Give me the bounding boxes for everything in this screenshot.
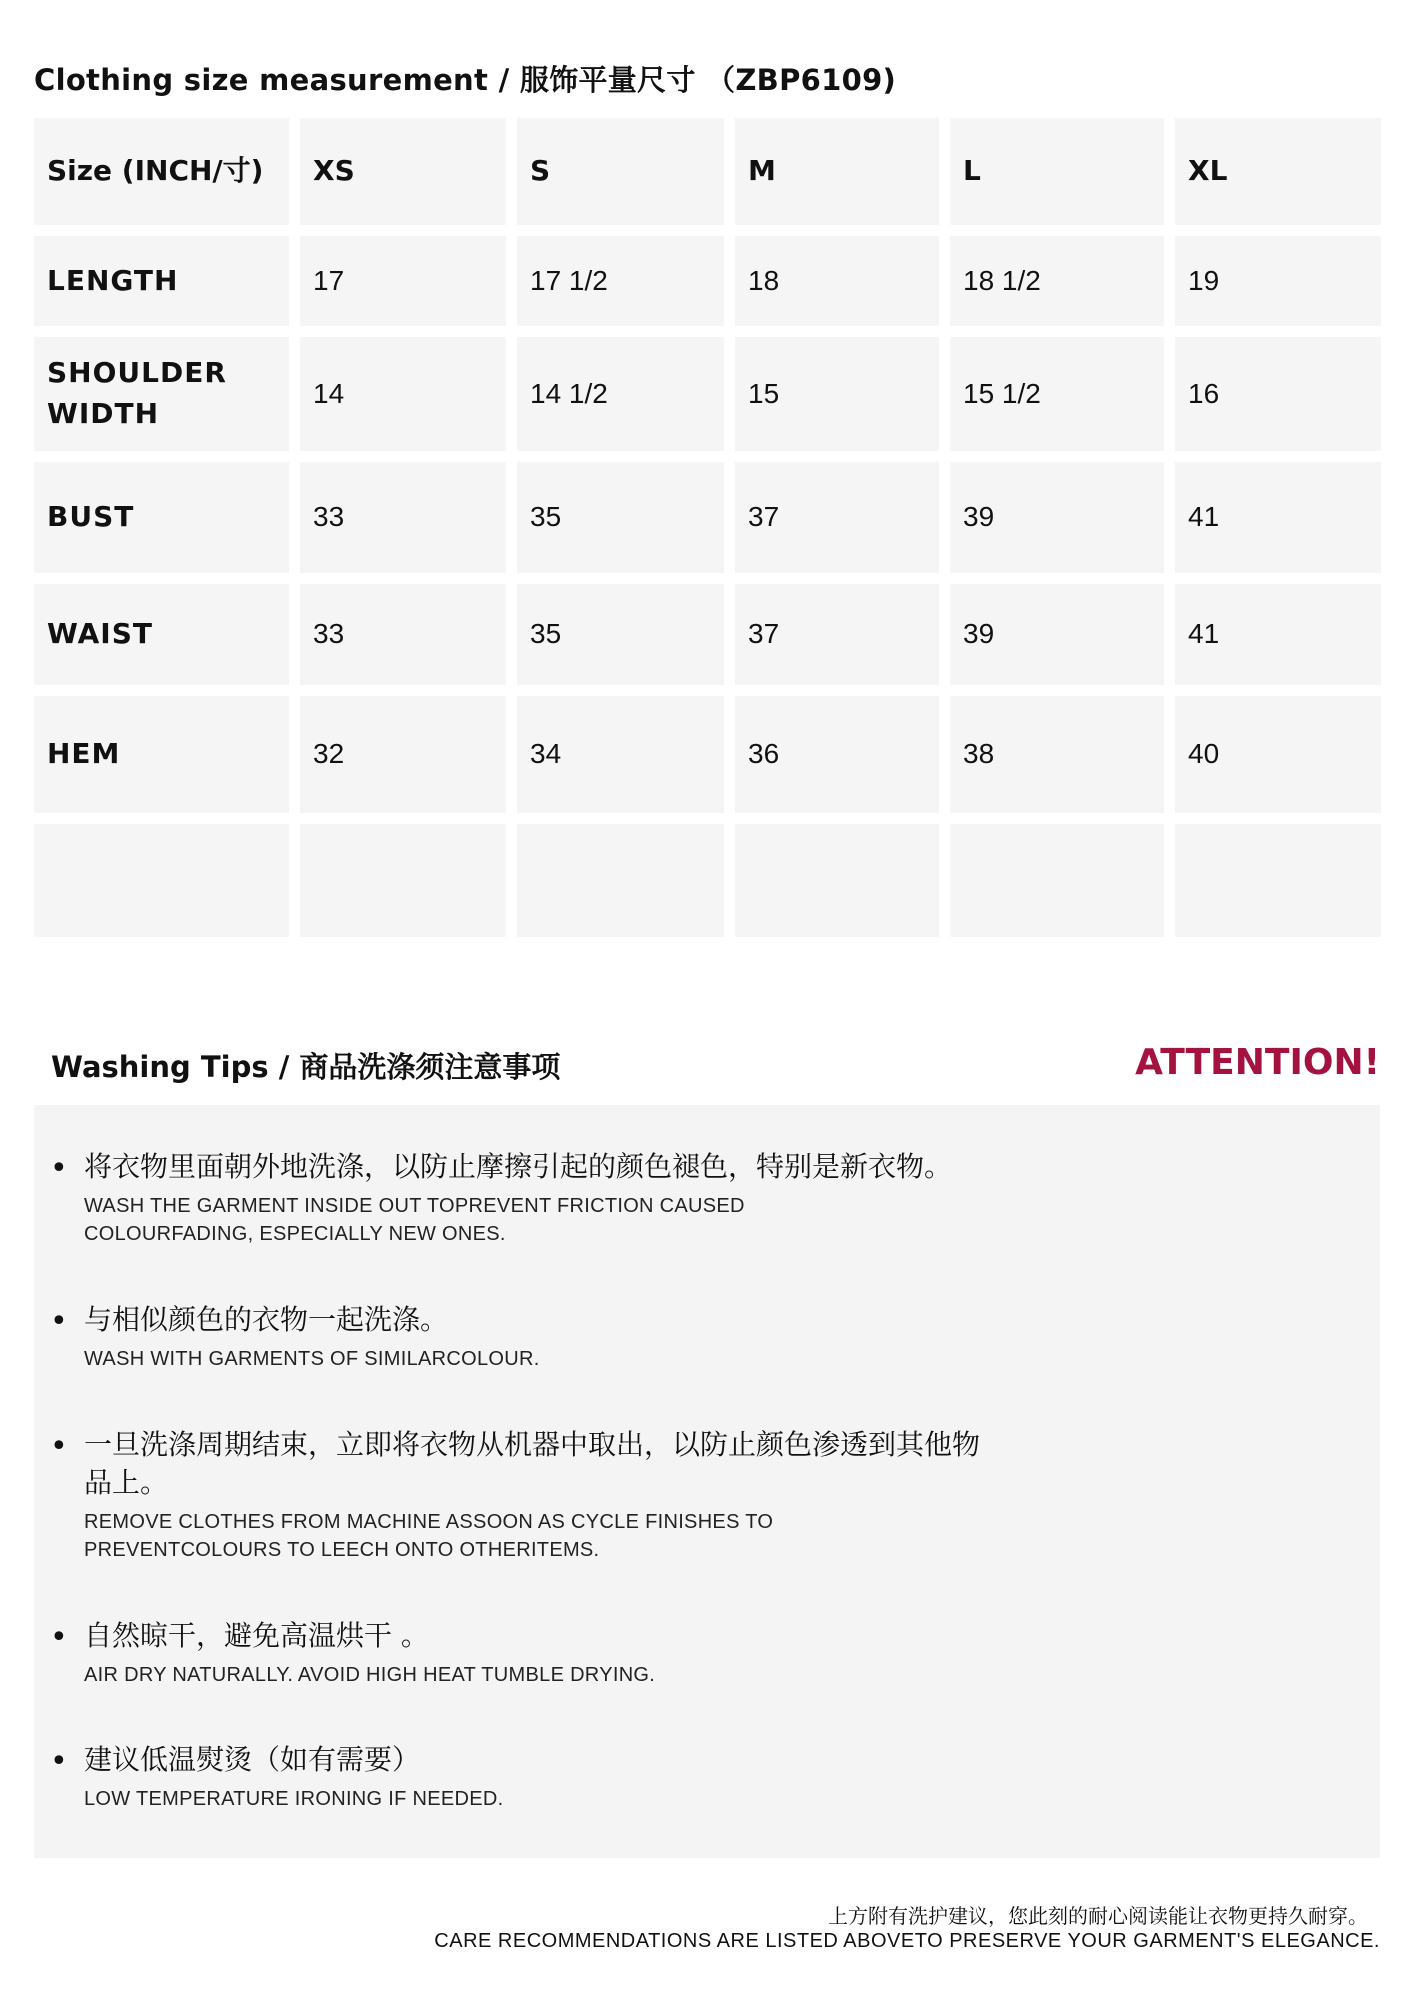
washing-tip [34, 1148, 1380, 1248]
bust-xl: 41 [1175, 462, 1381, 573]
bust-s: 35 [517, 462, 724, 573]
tip-text-cn: 与相似颜色的衣物一起洗涤。 [84, 1303, 449, 1336]
empty-cell [950, 824, 1164, 937]
tip-text-en: WASH THE GARMENT INSIDE OUT TOPREVENT FRICTION CAUSED COLOURFADING, ESPECIALLY NEW ONES. [84, 1195, 745, 1245]
tip-text-en: LOW TEMPERATURE IRONING IF NEEDED. [84, 1788, 504, 1810]
waist-xs: 33 [300, 584, 506, 685]
hem-xl: 40 [1175, 696, 1381, 813]
shoulder-width-xl: 16 [1175, 337, 1381, 451]
length-s: 17 1/2 [517, 236, 724, 326]
attention-label: ATTENTION! [1135, 1042, 1380, 1083]
shoulder-width-m: 15 [735, 337, 939, 451]
waist-xl: 41 [1175, 584, 1381, 685]
washing-tips-panel [34, 1105, 1380, 1858]
waist-m: 37 [735, 584, 939, 685]
length-xs: 17 [300, 236, 506, 326]
size-table [34, 118, 1380, 940]
washing-tip [34, 1426, 1380, 1564]
empty-row-label [34, 824, 289, 937]
empty-cell [1175, 824, 1381, 937]
row-label-bust: BUST [34, 462, 289, 573]
row-label-length: LENGTH [34, 236, 289, 326]
row-label-hem: HEM [34, 696, 289, 813]
tip-text-en: REMOVE CLOTHES FROM MACHINE ASSOON AS CYCLE FINISHES TO PREVENTCOLOURS TO LEECH ONTO OTHERITEMS. [84, 1511, 774, 1561]
row-label-shoulder-width: SHOULDER WIDTH [34, 337, 289, 451]
washing-tip [34, 1617, 1380, 1689]
header-size-m: M [735, 118, 939, 225]
length-m: 18 [735, 236, 939, 326]
footer-note-en: CARE RECOMMENDATIONS ARE LISTED ABOVETO PRESERVE YOUR GARMENT'S ELEGANCE. [434, 1930, 1380, 1952]
bullet-dot-icon: • [50, 1620, 68, 1655]
washing-tip [34, 1741, 1380, 1813]
bust-m: 37 [735, 462, 939, 573]
tip-text-en: AIR DRY NATURALLY. AVOID HIGH HEAT TUMBLE DRYING. [84, 1664, 656, 1686]
bullet-dot-icon: • [50, 1744, 68, 1779]
length-xl: 19 [1175, 236, 1381, 326]
size-chart-title: Clothing size measurement / 服饰平量尺寸 （ZBP6109) [34, 63, 897, 97]
shoulder-width-l: 15 1/2 [950, 337, 1164, 451]
tip-text-cn: 将衣物里面朝外地洗涤，以防止摩擦引起的颜色褪色，特别是新衣物。 [84, 1150, 953, 1183]
header-size-xl: XL [1175, 118, 1381, 225]
tip-text-en: WASH WITH GARMENTS OF SIMILARCOLOUR. [84, 1348, 540, 1370]
shoulder-width-xs: 14 [300, 337, 506, 451]
tip-text-cn: 自然晾干，避免高温烘干 。 [84, 1619, 429, 1652]
empty-cell [517, 824, 724, 937]
washing-tips-title: Washing Tips / 商品洗涤须注意事项 [51, 1050, 561, 1084]
header-size-s: S [517, 118, 724, 225]
bullet-dot-icon: • [50, 1304, 68, 1339]
header-size-xs: XS [300, 118, 506, 225]
waist-s: 35 [517, 584, 724, 685]
waist-l: 39 [950, 584, 1164, 685]
tip-text-cn: 建议低温熨烫（如有需要） [84, 1743, 421, 1776]
length-l: 18 1/2 [950, 236, 1164, 326]
header-size-unit: Size (INCH/寸) [34, 118, 289, 225]
shoulder-width-s: 14 1/2 [517, 337, 724, 451]
tip-text-cn: 一旦洗涤周期结束，立即将衣物从机器中取出，以防止颜色渗透到其他物品上。 [84, 1428, 981, 1499]
bullet-dot-icon: • [50, 1429, 68, 1464]
empty-cell [735, 824, 939, 937]
header-size-l: L [950, 118, 1164, 225]
bust-xs: 33 [300, 462, 506, 573]
empty-cell [300, 824, 506, 937]
hem-xs: 32 [300, 696, 506, 813]
washing-tip [34, 1301, 1380, 1373]
bust-l: 39 [950, 462, 1164, 573]
hem-l: 38 [950, 696, 1164, 813]
bullet-dot-icon: • [50, 1151, 68, 1186]
footer-note-cn: 上方附有洗护建议，您此刻的耐心阅读能让衣物更持久耐穿。 [828, 1904, 1368, 1928]
hem-s: 34 [517, 696, 724, 813]
hem-m: 36 [735, 696, 939, 813]
row-label-waist: WAIST [34, 584, 289, 685]
